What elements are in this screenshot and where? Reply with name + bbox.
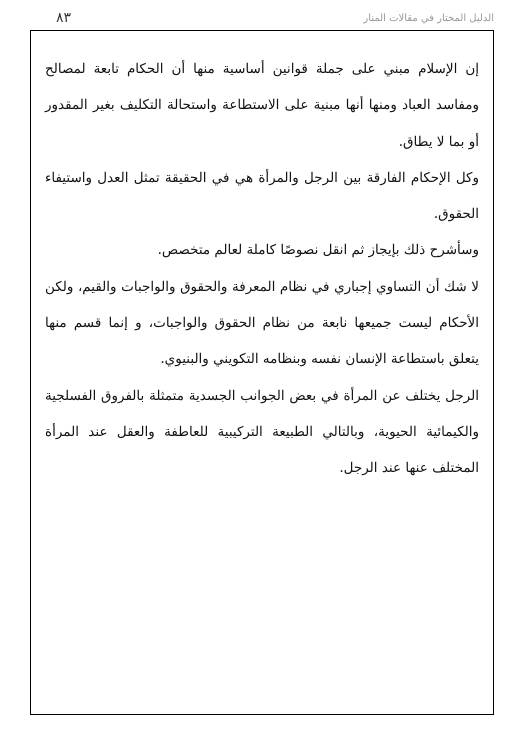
paragraph-2: وكل الإحكام الفارقة بين الرجل والمرأة هي في الحقيقة تمثل العدل واستيفاء الحقوق. [45, 169, 479, 223]
page-body [45, 51, 479, 487]
paragraph-4: لا شك أن التساوي إجباري في نظام المعرفة والحقوق والواجبات والقيم، ولكن الأحكام ليست جميعها نابعة من نظام الحقوق والواجبات، و إنما قسم منها يتعلق باستطاعة الإنسان نفسه وبنظامه التكويني والبنيوي. [45, 278, 479, 368]
page-header [30, 10, 494, 28]
page-frame [30, 30, 494, 715]
running-title: الدليل المختار في مقالات المنار [363, 13, 494, 24]
paragraph-3: وسأشرح ذلك بإيجاز ثم انقل نصوصًا كاملة لعالم متخصص. [157, 242, 479, 259]
paragraph-1: إن الإسلام مبني على جملة قوانين أساسية منها أن الحكام تابعة لمصالح ومفاسد العباد ومنها أنها مبنية على الاستطاعة واستحالة التكليف بغير المقدور أو بما لا يطاق. [45, 61, 479, 150]
paragraph-5: الرجل يختلف عن المرأة في بعض الجوانب الجسدية متمثلة بالفروق الفسلجية والكيمائية الحيوية، وبالتالي الطبيعة التركيبية للعاطفة والعقل عند المرأة المختلف عنها عند الرجل. [45, 387, 479, 477]
page-number: ٨٣ [56, 10, 72, 26]
